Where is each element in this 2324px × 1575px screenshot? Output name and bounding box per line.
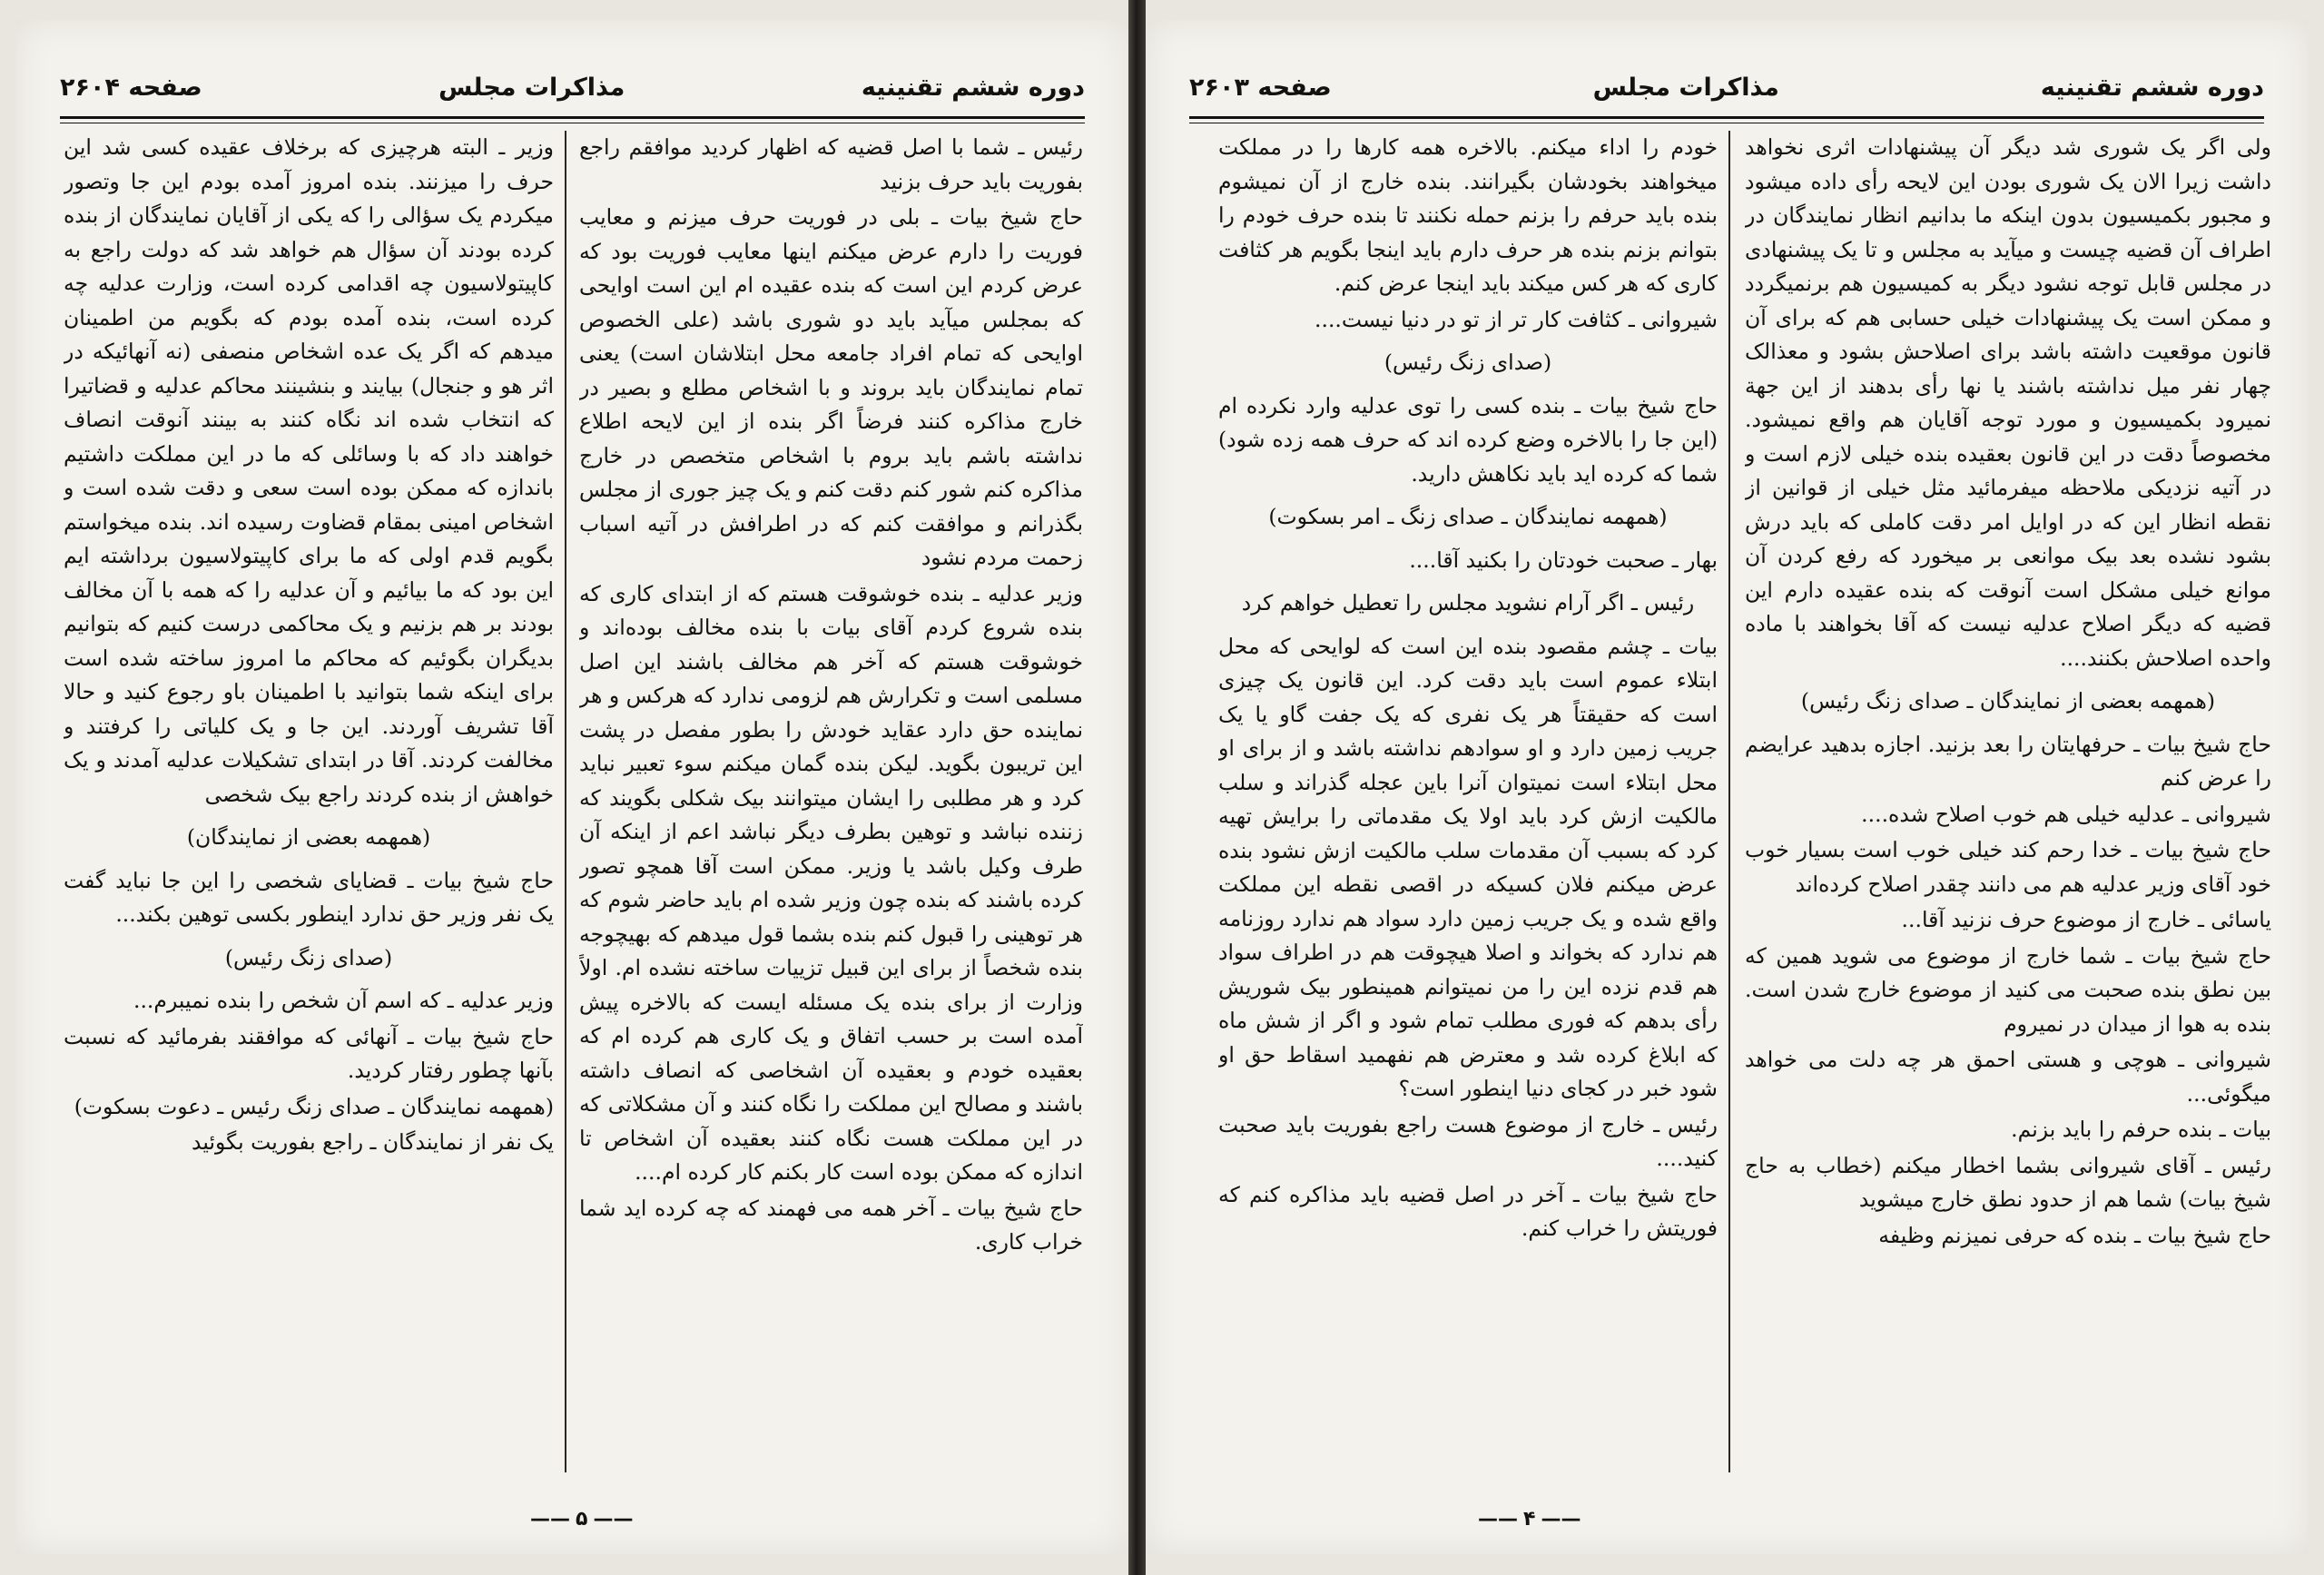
stage-direction: (صدای زنگ رئیس) xyxy=(224,944,393,970)
paragraph: حاج شیخ بیات ـ بلی در فوریت حرف میزنم و معایب فوریت را دارم عرض میکنم اینها معایب فوریت بود که عرض کردم این است که بنده عقیده ام این است اوایحی که بمجلس میآید باید دو شوری باشد (علی الخصوص اوایحی که تمام افراد جامعه محل ابتلاشان است) یعنی تمام نمایندگان باید بروند و با اشخاص مطلع و بصیر در خارج مذاکره کنند فرضاً اگر بنده از این لایحه اطلاع نداشته باشم باید بروم با اشخاص متخصص در خارج مذاکره کنم شور کنم دقت کنم و یک چیز جوری از مجلس بگذرانم و موافقت کنم که در اطرافش در آتیه اسباب زحمت مردم نشود xyxy=(579,204,1083,570)
text-column-left xyxy=(1218,131,1718,1481)
text-column-right xyxy=(579,131,1083,1481)
page-number: —— ۴ —— xyxy=(1472,1508,1586,1531)
left-page xyxy=(16,20,1128,1554)
column-divider xyxy=(1728,131,1730,1472)
header-left: صفحه ۲۶۰۳ xyxy=(1189,73,1332,102)
header-right: دوره ششم تقنینیه xyxy=(2040,73,2264,102)
header-rule xyxy=(60,116,1085,123)
paragraph: رئیس ـ اگر آرام نشوید مجلس را تعطیل خواهم کرد xyxy=(1241,590,1695,615)
header-center: مذاکرات مجلس xyxy=(438,73,625,102)
paragraph: حاج شیخ بیات ـ بنده که حرفی نمیزنم وظیفه xyxy=(1878,1222,2271,1248)
paragraph: حاج شیخ بیات ـ آخر در اصل قضیه باید مذاکره کنم که فوریتش را خراب کنم. xyxy=(1218,1181,1718,1241)
stage-direction: (همهمه بعضی از نمایندگان ـ صدای زنگ رئیس) xyxy=(1800,688,2216,714)
paragraph: شیروانی ـ عدلیه خیلی هم خوب اصلاح شده.... xyxy=(1861,801,2271,827)
paragraph: شیروانی ـ هوچی و هستی احمق هر چه دلت می خواهد میگوئی... xyxy=(1745,1047,2271,1107)
paragraph: بهار ـ صحبت خودتان را بکنید آقا.... xyxy=(1409,546,1718,573)
stage-direction: (صدای زنگ رئیس) xyxy=(1384,349,1552,375)
paragraph: وزیر ـ البته هرچیزی که برخلاف عقیده کسی شد این حرف را میزنند. بنده امروز آمده بودم این جا وتصور میکردم یک سؤالی را که یکی از آقایان نمایندگان از بنده کرده بودند آن سؤال هم خواهد شد که دولت راجع به کاپیتولاسیون چه اقدامی کرده است، وزارت عدلیه چه کرده است، بنده آمده بودم که بگویم من اطمینان میدهم که اگر یک عده اشخاص منصفی (نه آنهائیکه در اثر هو و جنجال) بیایند و بنشینند محاکم عدلیه و قضاتیرا که انتخاب شده اند نگاه کنند به بینند آنوقت انصاف خواهند داد که با وسائلی که ما در این مملکت داشتیم باندازه که ممکن بوده است سعی و دقت شده است و اشخاص امینی بمقام قضاوت رسیده اند. بنده میخواستم بگویم قدم اولی که ما برای کاپیتولاسیون برداشته ایم این بود که ما بیائیم و آن عدلیه را که همه با آن مخالف بودند بر هم بزنیم و یک محاکمی درست کنیم که بتوانیم بدیگران بگوئیم که محاکم ما امروز ساخته شده است برای اینکه شما بتوانید با اطمینان باو رجوع کنید و حالا آقا تشریف آوردند. این جا و یک کلیاتی را کرفتند و مخالفت کردند. آقا در ابتدای تشکیلات عدلیه آمدند و یک خواهش از بنده کردند راجع بیک شخصی xyxy=(64,134,554,807)
page-header xyxy=(60,64,1085,111)
paragraph: ولی اگر یک شوری شد دیگر آن پیشنهادات اثری نخواهد داشت زیرا الان یک شوری بودن این لایحه رأی داده میشود و مجبور بکمیسیون بدون اینکه ما بدانیم انظار نمایندگان در اطراف آن قضیه چیست و میآید به مجلس و تا یک پیشنهادی در مجلس قابل توجه نشود دیگر به کمیسیون هم برنمیگردد و ممکن است یک پیشنهادات خیلی حسابی هم که برای آن قانون موقعیت داشته باشد برای اصلاحش بشود و معذالک چهار نفر میل نداشته باشند یا نها رأی بدهند از این جهة نمیرود بکمیسیون و مورد توجه آقایان هم واقع نمیشود. مخصوصاً دقت در این قانون بعقیده بنده خیلی لازم است و در آتیه نزدیکی ملاحظه میفرمائید مثل خیلی از قوانین از نقطه انظار این که در اوایل امر دقت کاملی که باید درش بشود نشده بعد بیک موانعی بر میخورد که رفع کردن آن موانع خیلی مشکل است آنوقت که بنده عقیده دارم این قضیه که دیگر اصلاح عدلیه نیست که آقا بخواهند با ماده واحده اصلاحش بکنند.... xyxy=(1745,134,2271,671)
text-column-left xyxy=(64,131,554,1481)
paragraph: حاج شیخ بیات ـ حرفهایتان را بعد بزنید. اجازه بدهید عرایضم را عرض کنم xyxy=(1745,731,2271,791)
paragraph: خودم را اداء میکنم. بالاخره همه کارها را در مملکت میخواهند بخودشان بگیرانند. بنده خارج از آن نمیشوم بنده باید حرفم را بزنم حمله نکنند تا بنده حرف خودم را بتوانم بزنم بنده هر حرف دارم باید اینجا بگویم هر کثافت کاری که هر کس میکند باید اینجا عرض کنم. xyxy=(1218,134,1718,296)
paragraph: حاج شیخ بیات ـ آنهائی که موافقند بفرمائید که نسبت بآنها چطور رفتار کردید. xyxy=(64,1023,554,1083)
paragraph: شیروانی ـ کثافت کار تر از تو در دنیا نیست.... xyxy=(1315,306,1718,332)
paragraph: حاج شیخ بیات ـ آخر همه می فهمند که چه کرده اید شما خراب کاری. xyxy=(579,1195,1083,1255)
header-left: صفحه ۲۶۰۴ xyxy=(60,73,202,102)
paragraph: یاسائی ـ خارج از موضوع حرف نزنید آقا... xyxy=(1901,907,2271,932)
paragraph: بیات ـ چشم مقصود بنده این است که لوایحی که محل ابتلاء عموم است باید دقت کرد. این قانون یک چیزی است که حقیقتاً هر یک نفری که یک جفت گاو یا یک جریب زمین دارد و او سوادهم نداشته باشد و از برای او محل ابتلاء است نمیتوان آنرا باین عجله گذراند و سلب مالکیت ازش کرد باید اولا یک مقدماتی را برایش تهیه کرد که بسبب آن مقدمات سلب مالکیت ازش نشود بنده عرض میکنم فلان کسیکه در اقصی نقطه این مملکت واقع شده و یک جریب زمین دارد سواد هم ندارد روزنامه هم ندارد که بخواند و اصلا هیچوقت هم در اطراف سواد هم قدم نزده این را من نمیتوانم همینطور بیک شوریش رأی بدهم که فوری مطلب تمام شود و اگر از شش ماه که ابلاغ کرده شد و معترض هم نفهمید اسقاط حق او شود خبر در کجای دنیا اینطور است؟ xyxy=(1218,633,1718,1101)
header-center: مذاکرات مجلس xyxy=(1592,73,1779,102)
page-header xyxy=(1189,64,2264,111)
paragraph: حاج شیخ بیات ـ خدا رحم کند خیلی خوب است بسیار خوب خود آقای وزیر عدلیه هم می دانند چقدر اصلاح کرده‌اند xyxy=(1745,837,2271,897)
paragraph: رئیس ـ آقای شیروانی بشما اخطار میکنم (خطاب به حاج شیخ بیات) شما هم از حدود نطق خارج میشوید xyxy=(1745,1152,2271,1212)
paragraph: رئیس ـ شما با اصل قضیه که اظهار کردید موافقم راجع بفوریت باید حرف بزنید xyxy=(579,134,1083,194)
text-column-right xyxy=(1745,131,2271,1481)
header-rule xyxy=(1189,116,2264,123)
stage-direction: (همهمه نمایندگان ـ صدای زنگ ـ امر بسکوت) xyxy=(1268,504,1668,529)
paragraph: حاج شیخ بیات ـ شما خارج از موضوع می شوید همین که بین نطق بنده صحبت می کنید از موضوع خارج شدن است. بنده به هوا از میدان در نمیروم xyxy=(1745,942,2271,1037)
right-page xyxy=(1146,20,2308,1554)
paragraph: وزیر عدلیه ـ که اسم آن شخص را بنده نمیبرم... xyxy=(133,988,554,1013)
paragraph: وزیر عدلیه ـ بنده خوشوقت هستم که از ابتدای کاری که بنده شروع کردم آقای بیات با بنده مخالف بوده‌اند و خوشوقت هستم که آخر هم مخالف باشند این اصل مسلمی است و تکرارش هم لزومی ندارد که هرکس و هر نماینده حق دارد عقاید خودش را بطور مفصل در پشت این تریبون بگوید. لیکن بنده گمان میکنم سوء تعبیر نباید کرد و هر مطلبی را ایشان میتوانند بیک شکلی بگویند که زننده نباشد و توهین بطرف دیگر نباشد اعم از اینکه آن طرف وکیل باشد یا وزیر. ممکن است آقا همچو تصور کرده باشند که بنده چون وزیر شده ام باید حاضر شوم که هر توهینی را قبول کنم بنده بشما قول میدهم که بهیچوجه بنده شخصاً از برای این قبیل تزییات ساخته نشده ام. اولاً وزارت از برای بنده یک مسئله ایست که بالاخره پیش آمده است بر حسب اتفاق و یک کاری هم کرده ام که بعقیده خودم و بعقیده آن اشخاصی که انصاف داشته باشند و مصالح این مملکت را نگاه کنند و آن مشکلاتی که در این مملکت هست نگاه کنند بعقیده آن اشخاص تا اندازه که ممکن بوده است کار بکنم کار کرده ام.... xyxy=(579,580,1083,1185)
header-right: دوره ششم تقنینیه xyxy=(861,73,1085,102)
stage-direction: (همهمه نمایندگان ـ صدای زنگ رئیس ـ دعوت بسکوت) xyxy=(74,1093,554,1119)
stage-direction: (همهمه بعضی از نمایندگان) xyxy=(186,824,431,850)
paragraph: حاج شیخ بیات ـ بنده کسی را توی عدلیه وارد نکرده ام (این جا را بالاخره وضع کرده اند که حرف همه زده شود) شما که کرده اید باید نکاهش دارید. xyxy=(1218,392,1718,487)
paragraph: حاج شیخ بیات ـ قضایای شخصی را این جا نباید گفت یک نفر وزیر حق ندارد اینطور بکسی توهین بکند... xyxy=(64,867,554,927)
paragraph: رئیس ـ خارج از موضوع هست راجع بفوریت باید صحبت کنید.... xyxy=(1218,1111,1718,1171)
paragraph: یک نفر از نمایندگان ـ راجع بفوریت بگوئید xyxy=(192,1129,554,1155)
column-divider xyxy=(565,131,566,1472)
paragraph: بیات ـ بنده حرفم را باید بزنم. xyxy=(2011,1117,2271,1142)
page-number: —— ۵ —— xyxy=(525,1508,638,1531)
book-gutter xyxy=(1128,0,1146,1575)
